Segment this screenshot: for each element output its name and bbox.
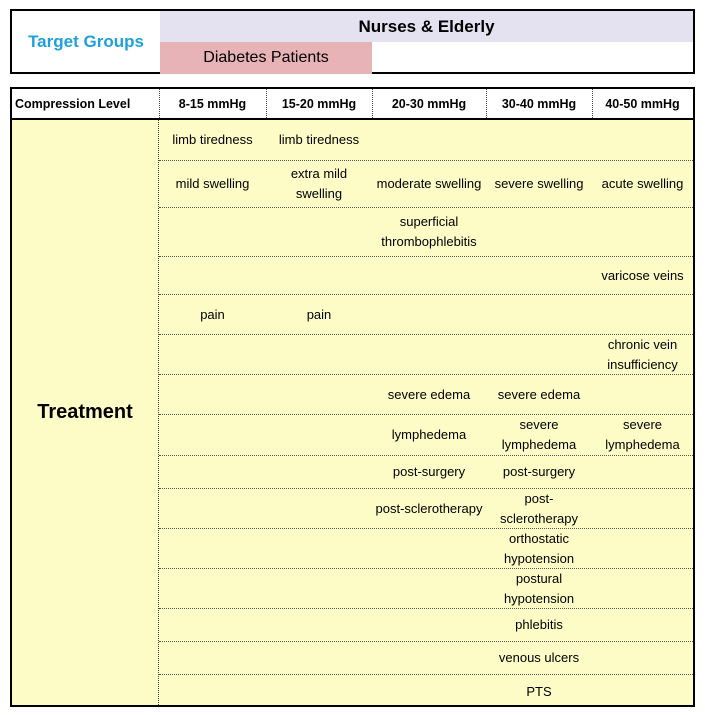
table-row	[159, 208, 693, 257]
table-cell: severe swelling	[494, 176, 584, 191]
table-cell: severe lymphedema	[501, 417, 577, 452]
table-cell: post-sclerotherapy	[499, 490, 579, 526]
table-cell: phlebitis	[515, 617, 563, 632]
table-row	[159, 257, 693, 295]
table-row	[159, 642, 693, 675]
table-row	[159, 675, 693, 708]
level-header-40-50: 40-50 mmHg	[605, 96, 680, 111]
table-row	[159, 295, 693, 335]
table-cell: post-surgery	[392, 464, 466, 479]
table-cell: orthostatic hypotension	[503, 530, 575, 566]
table-cell: severe edema	[387, 386, 471, 402]
table-cell: postural hypotension	[503, 570, 575, 606]
table-cell: moderate swelling	[376, 176, 482, 191]
table-cell: severe edema	[497, 386, 581, 402]
target-groups-label: Target Groups	[28, 31, 144, 51]
table-cell: pain	[306, 306, 332, 322]
level-header-30-40: 30-40 mmHg	[501, 96, 577, 111]
level-header-8-15: 8-15 mmHg	[178, 96, 247, 111]
treatment-label: Treatment	[12, 120, 159, 705]
table-cell: pain	[200, 306, 225, 322]
table-row	[159, 375, 693, 415]
nurses-elderly-band: Nurses & Elderly	[160, 11, 693, 42]
table-row	[159, 456, 693, 489]
table-header	[12, 89, 693, 120]
table-cell: acute swelling	[601, 176, 684, 191]
table-row	[159, 335, 693, 375]
table-cell: mild swelling	[175, 176, 250, 191]
table-cell: lymphedema	[391, 427, 467, 442]
target-groups-panel	[10, 9, 695, 74]
table-row	[159, 489, 693, 529]
table-body	[12, 120, 693, 705]
level-header-20-30: 20-30 mmHg	[391, 96, 467, 111]
level-header-15-20: 15-20 mmHg	[281, 96, 357, 111]
compression-table	[10, 87, 695, 707]
compression-level-header: Compression Level	[15, 96, 131, 111]
table-cell: post-sclerotherapy	[375, 500, 483, 516]
table-cell: severe lymphedema	[605, 417, 680, 452]
table-row	[159, 569, 693, 609]
table-row	[159, 609, 693, 642]
table-cell: post-surgery	[502, 464, 576, 479]
table-cell: superficial thrombophlebitis	[381, 214, 477, 249]
table-cell: limb tiredness	[278, 132, 360, 147]
table-row	[159, 415, 693, 456]
table-cell: extra mild swelling	[290, 166, 348, 201]
table-cell: limb tiredness	[172, 132, 253, 147]
diabetes-patients-band: Diabetes Patients	[160, 42, 372, 74]
table-row	[159, 529, 693, 569]
table-cell: PTS	[526, 683, 552, 699]
table-cell: venous ulcers	[498, 650, 580, 665]
table-row	[159, 161, 693, 208]
table-cell: varicose veins	[601, 267, 684, 283]
table-cell: chronic vein insufficiency	[607, 336, 678, 372]
table-row	[159, 120, 693, 161]
